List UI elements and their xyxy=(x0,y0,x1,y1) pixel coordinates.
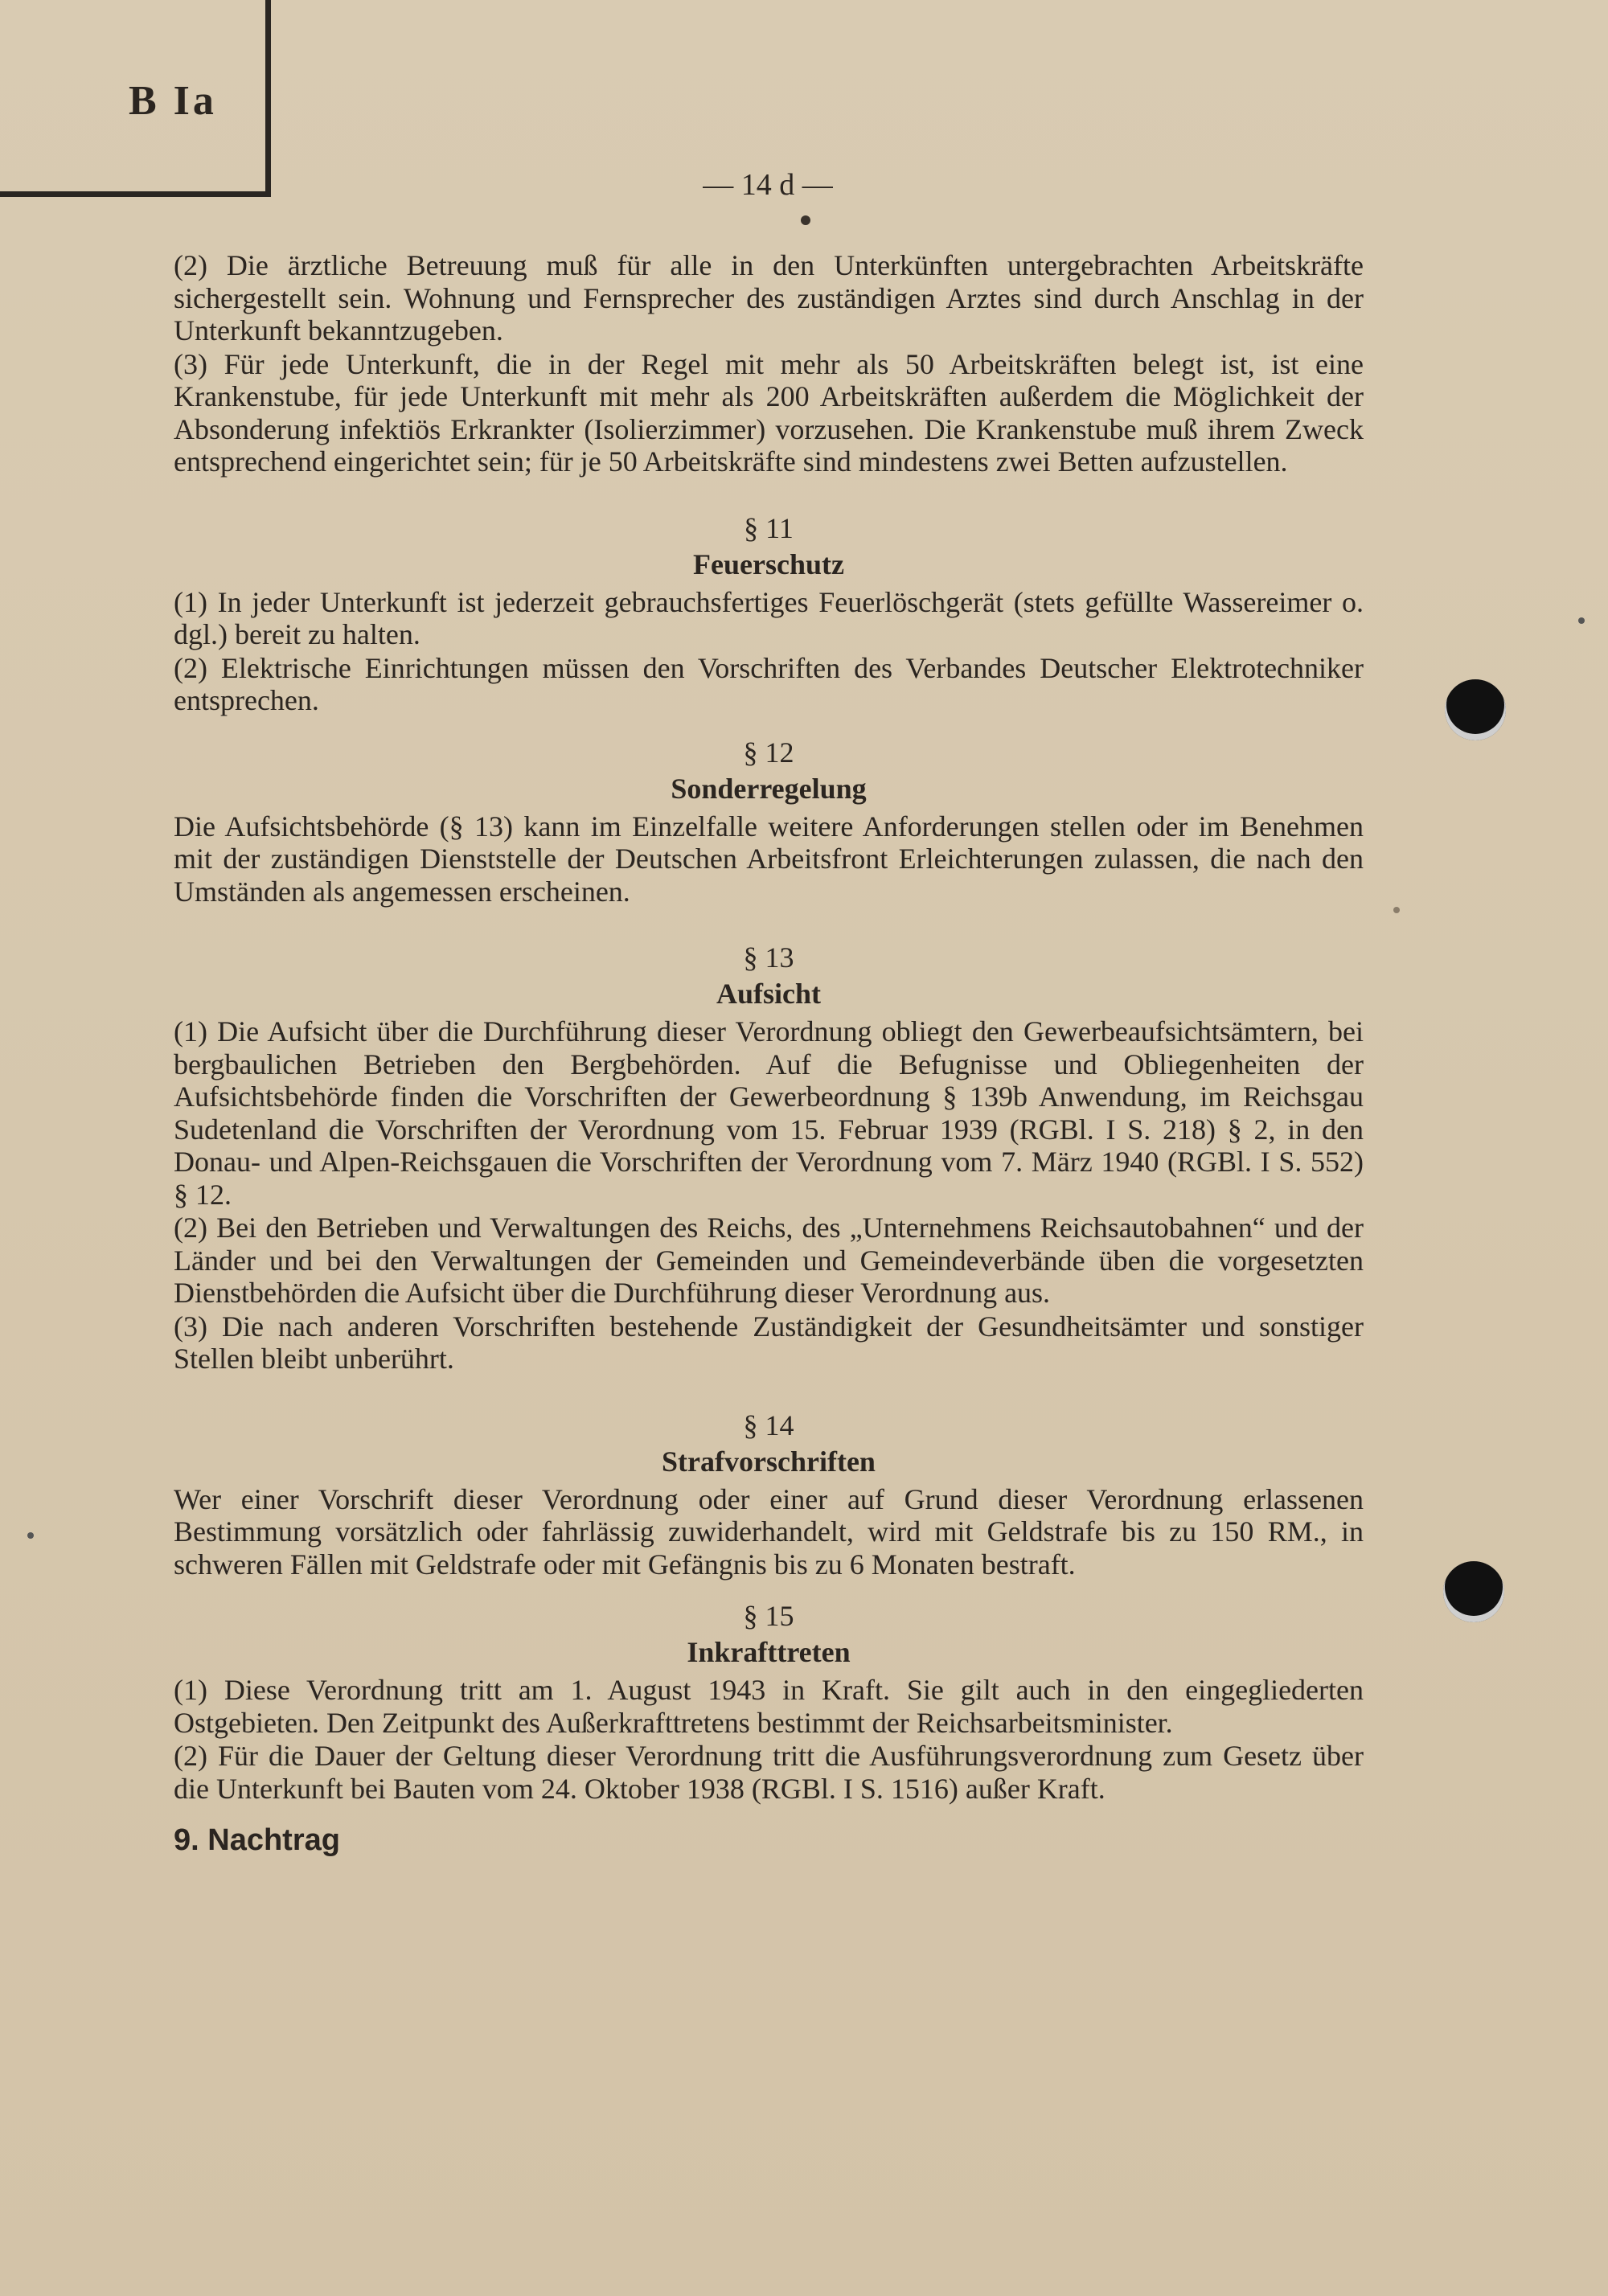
paragraph: Wer einer Vorschrift dieser Verordnung oder einer auf Grund dieser Verordnung erlassenen Bestimmung vorsätzlich oder fahrlässig zuwiderhandelt, wird mit Geldstrafe bis zu 150 RM., in schweren Fällen mit Geldstrafe oder mit Gefängnis bis zu 6 Monaten bestraft. xyxy=(174,1482,1364,1581)
section-title: Sonderregelung xyxy=(671,772,867,805)
paragraph: (1) In jeder Unterkunft ist jederzeit gebrauchsfertiges Feuerlöschgerät (stets gefüllte Wassereimer o. dgl.) bereit zu halten. xyxy=(174,585,1364,650)
corner-label: B Ia xyxy=(129,78,217,124)
section-title: Inkrafttreten xyxy=(687,1636,851,1668)
section-number: § 15 xyxy=(743,1600,794,1632)
asterisk-mark xyxy=(801,215,810,225)
paragraph: (2) Die ärztliche Betreuung muß für alle in den Unterkünften untergebrachten Arbeitskräfte sichergestellt sein. Wohnung und Fernsprecher des zuständigen Arztes sind durch Anschlag in der Unterkunft bekanntzugeben. xyxy=(174,249,1364,346)
paragraph: (3) Die nach anderen Vorschriften bestehende Zuständigkeit der Gesundheitsämter und sonstiger Stellen bleibt unberührt. xyxy=(174,1310,1364,1375)
document-body xyxy=(174,249,1364,1857)
section-14-strafvorschriften xyxy=(174,1408,1364,1581)
section-number: § 11 xyxy=(744,511,794,544)
section-15-inkrafttreten xyxy=(174,1598,1364,1805)
section-title: Feuerschutz xyxy=(693,547,844,580)
section-number: § 14 xyxy=(743,1408,794,1441)
section-title: Aufsicht xyxy=(716,978,821,1010)
margin-mark xyxy=(1393,907,1400,913)
section-number: § 13 xyxy=(743,941,794,974)
page-number: — 14 d — xyxy=(703,168,833,202)
paragraph: Die Aufsichtsbehörde (§ 13) kann im Einzelfalle weitere Anforderungen stellen oder im Benehmen mit der zuständigen Dienststelle der Deutschen Arbeitsfront Erleichterungen zulassen, die nach den Umständen als angemessen erscheinen. xyxy=(174,810,1364,908)
intro-block xyxy=(174,249,1364,478)
paragraph: (2) Elektrische Einrichtungen müssen den Vorschriften des Verbandes Deutscher Elektrotechniker entsprechen. xyxy=(174,651,1364,716)
section-number: § 12 xyxy=(743,736,794,769)
supplement-note: 9. Nachtrag xyxy=(174,1823,340,1857)
punch-hole xyxy=(1445,679,1506,740)
paragraph: (1) Die Aufsicht über die Durchführung dieser Verordnung obliegt den Gewerbeaufsichtsämtern, bei bergbaulichen Betrieben den Bergbehörden. Auf die Befugnisse und Obliegenheiten der Aufsichtsbehörde finden die Vorschriften der Gewerbeordnung § 139b Anwendung, im Reichsgau Sudetenland die Vorschriften der Verordnung vom 15. Februar 1939 (RGBl. I S. 218) § 2, in den Donau- und Alpen-Reichsgauen die Vorschriften der Verordnung vom 7. März 1940 (RGBl. I S. 552) § 12. xyxy=(174,1015,1364,1211)
margin-mark xyxy=(1578,617,1585,624)
paragraph: (1) Diese Verordnung tritt am 1. August 1943 in Kraft. Sie gilt auch in den eingegliederten Ostgebieten. Den Zeitpunkt des Außerkrafttretens bestimmt der Reichsarbeitsminister. xyxy=(174,1674,1364,1739)
section-title: Strafvorschriften xyxy=(662,1445,876,1478)
margin-mark xyxy=(27,1532,34,1539)
section-13-aufsicht xyxy=(174,940,1364,1376)
section-12-sonderregelung xyxy=(174,735,1364,908)
paragraph: (3) Für jede Unterkunft, die in der Regel mit mehr als 50 Arbeitskräften belegt ist, ist eine Krankenstube, für jede Unterkunft mit mehr als 200 Arbeitskräften außerdem die Möglichkeit der Absonderung infektiös Erkrankter (Isolierzimmer) vorzusehen. Die Krankenstube muß ihrem Zweck entsprechend eingerichtet sein; für je 50 Arbeitskräfte sind mindestens zwei Betten aufzustellen. xyxy=(174,347,1364,478)
paragraph: (2) Für die Dauer der Geltung dieser Verordnung tritt die Ausführungsverordnung zum Gesetz über die Unterkunft bei Bauten vom 24. Oktober 1938 (RGBl. I S. 1516) außer Kraft. xyxy=(174,1740,1364,1805)
paragraph: (2) Bei den Betrieben und Verwaltungen des Reichs, des „Unternehmens Reichsautobahnen“ und der Länder und bei den Verwaltungen der Gemeinden und Gemeindeverbände üben die vorgesetzten Dienstbehörden die Aufsicht über die Durchführung dieser Verordnung aus. xyxy=(174,1212,1364,1309)
section-11-feuerschutz xyxy=(174,510,1364,717)
punch-hole xyxy=(1443,1561,1504,1622)
